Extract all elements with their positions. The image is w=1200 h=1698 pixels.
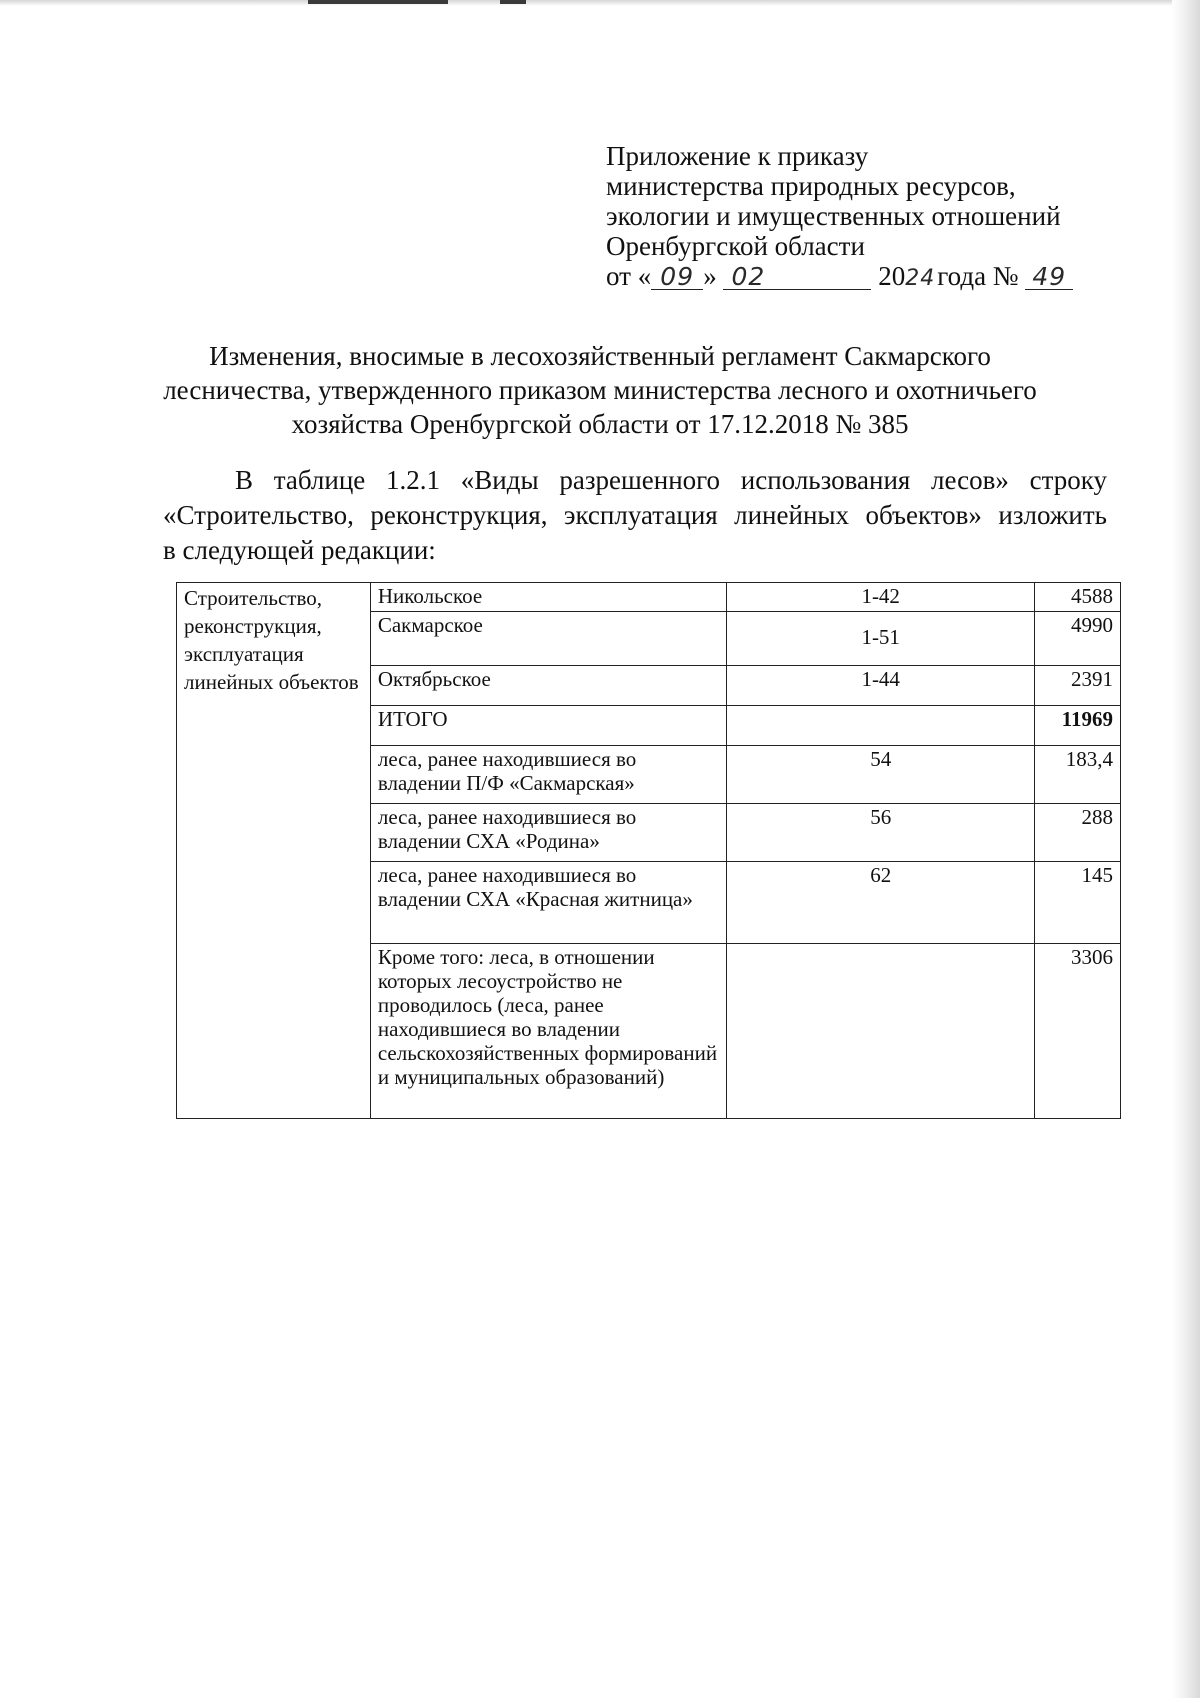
scan-edge-mark xyxy=(308,0,448,4)
quarters-cell xyxy=(727,612,1035,666)
heading-line: хозяйства Оренбургской области от 17.12.2018 № 385 xyxy=(291,409,909,439)
area-cell: 3306 xyxy=(1035,944,1121,1119)
area-cell: 288 xyxy=(1035,804,1121,862)
area-cell: 4588 xyxy=(1035,583,1121,612)
date-mid: » xyxy=(703,261,717,291)
intro-line: В таблице 1.2.1 «Виды разрешенного использования лесов» строку xyxy=(235,465,1107,495)
order-date-line xyxy=(606,261,1126,291)
appendix-block xyxy=(606,141,1126,291)
handwritten-year: 24 xyxy=(905,266,936,291)
use-type-cell: Строительство, реконструкция, эксплуатация линейных объектов xyxy=(177,583,371,1119)
regulation-table xyxy=(176,582,1121,1119)
forestry-name-cell: леса, ранее находившиеся во владении СХА «Красная житница» xyxy=(370,862,726,944)
forestry-name-cell: Кроме того: леса, в отношении которых лесоустройство не проводилось (леса, ранее находившиеся во владении сельскохозяйственных формирований и муниципальных образований) xyxy=(370,944,726,1119)
area-cell: 4990 xyxy=(1035,612,1121,666)
quarters-cell: 1-42 xyxy=(727,583,1035,612)
heading-line: Изменения, вносимые в лесохозяйственный регламент Сакмарского xyxy=(209,341,991,371)
document-heading xyxy=(150,339,1050,441)
forestry-name-cell: леса, ранее находившиеся во владении П/Ф «Сакмарская» xyxy=(370,746,726,804)
forestry-name-cell: Октябрьское xyxy=(370,666,726,706)
year-prefix: 20 xyxy=(878,261,906,291)
appendix-line: Оренбургской области xyxy=(606,231,865,261)
scan-edge-mark xyxy=(500,0,526,4)
heading-line: лесничества, утвержденного приказом министерства лесного и охотничьего xyxy=(163,375,1037,405)
forestry-name-cell: Никольское xyxy=(370,583,726,612)
scan-right-edge xyxy=(1172,0,1200,1698)
table-row xyxy=(177,583,1121,612)
quarters-cell: 1-44 xyxy=(727,666,1035,706)
intro-paragraph xyxy=(163,463,1107,568)
area-cell: 145 xyxy=(1035,862,1121,944)
area-cell: 2391 xyxy=(1035,666,1121,706)
intro-line: в следующей редакции: xyxy=(163,535,436,565)
appendix-line: Приложение к приказу xyxy=(606,141,869,171)
handwritten-order-number: 49 xyxy=(1025,265,1073,290)
quarters-value: 1-51 xyxy=(861,625,900,649)
appendix-line: министерства природных ресурсов, xyxy=(606,171,1016,201)
handwritten-month: 02 xyxy=(723,265,871,290)
quarters-cell: 62 xyxy=(727,862,1035,944)
area-cell: 183,4 xyxy=(1035,746,1121,804)
appendix-line: экологии и имущественных отношений xyxy=(606,201,1061,231)
year-word: года № xyxy=(937,261,1019,291)
quarters-cell: 56 xyxy=(727,804,1035,862)
quarters-cell xyxy=(727,706,1035,746)
intro-line: «Строительство, реконструкция, эксплуатация линейных объектов» изложить xyxy=(163,500,1107,530)
forestry-name-cell: леса, ранее находившиеся во владении СХА «Родина» xyxy=(370,804,726,862)
total-area-cell: 11969 xyxy=(1035,706,1121,746)
handwritten-day: 09 xyxy=(651,265,703,290)
date-prefix: от « xyxy=(606,261,652,291)
quarters-cell xyxy=(727,944,1035,1119)
quarters-cell: 54 xyxy=(727,746,1035,804)
total-label-cell: ИТОГО xyxy=(370,706,726,746)
forestry-name-cell: Сакмарское xyxy=(370,612,726,666)
scan-top-shadow xyxy=(0,0,1200,6)
